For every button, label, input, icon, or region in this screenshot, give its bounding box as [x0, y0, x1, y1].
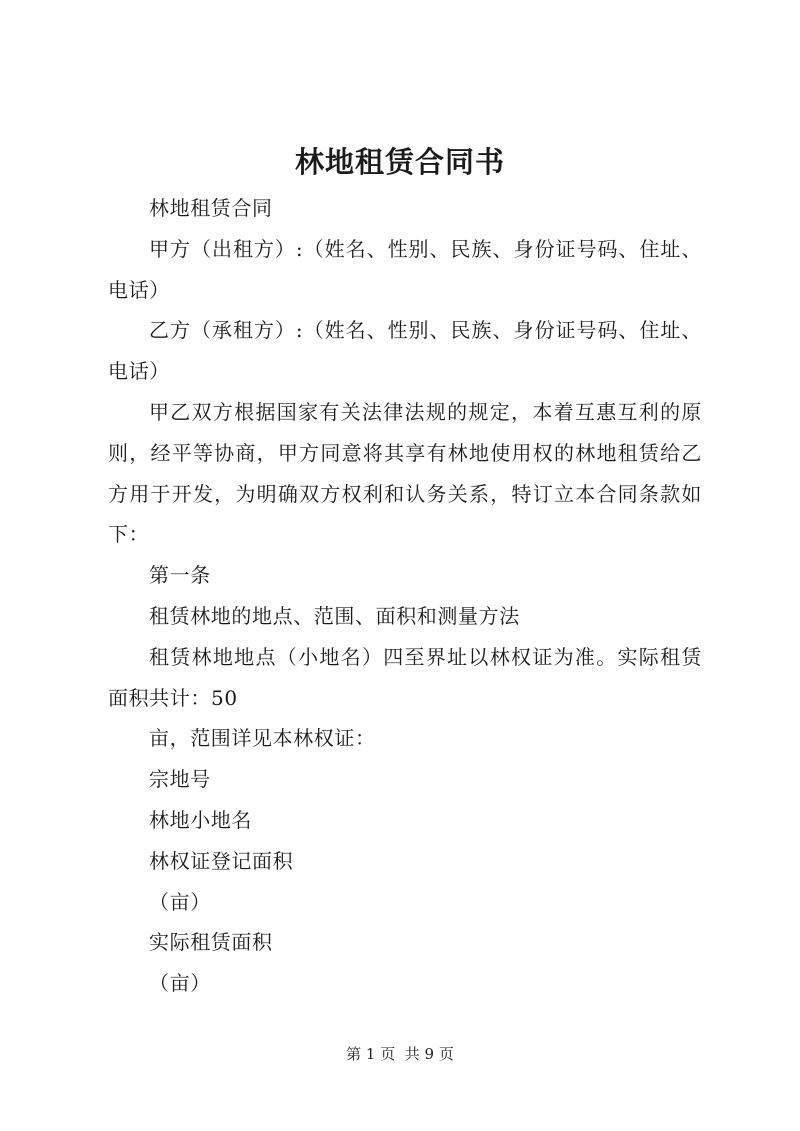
page-footer: [0, 1044, 800, 1064]
paragraph-article-1: 第一条: [149, 563, 211, 588]
paragraph-actual-area: 实际租赁面积: [149, 930, 273, 955]
paragraph-forest-place-name: 林地小地名: [149, 807, 252, 832]
paragraph-party-a: 甲方（出租方）:（姓名、性别、民族、身份证号码、住址、电话）: [108, 236, 702, 302]
paragraph-preamble: 甲乙双方根据国家有关法律法规的规定，本着互惠互利的原则，经平等协商，甲方同意将其享有林地使用权的林地租赁给乙方用于开发，为明确双方权利和认务关系，特订立本合同条款如下：: [108, 399, 702, 547]
paragraph-lease-location: 租赁林地地点（小地名）四至界址以林权证为准。实际租赁面积共计：50: [108, 644, 702, 710]
paragraph-unit-mu-2: （亩）: [149, 971, 211, 996]
paragraph-lease-range: 亩，范围详见本林权证：: [149, 726, 376, 751]
document-title: 林地租赁合同书: [294, 145, 505, 179]
paragraph-registered-area: 林权证登记面积: [149, 848, 294, 873]
paragraph-heading: 林地租赁合同: [149, 196, 273, 220]
page-number-label: 第 1 页 共 9 页: [346, 1045, 454, 1063]
paragraph-unit-mu-1: （亩）: [149, 889, 211, 914]
paragraph-party-b: 乙方（承租方）:（姓名、性别、民族、身份证号码、住址、电话）: [108, 318, 702, 384]
paragraph-lease-scope: 租赁林地的地点、范围、面积和测量方法: [149, 603, 520, 628]
document-body: [108, 188, 702, 1004]
paragraph-parcel-number: 宗地号: [149, 767, 211, 792]
